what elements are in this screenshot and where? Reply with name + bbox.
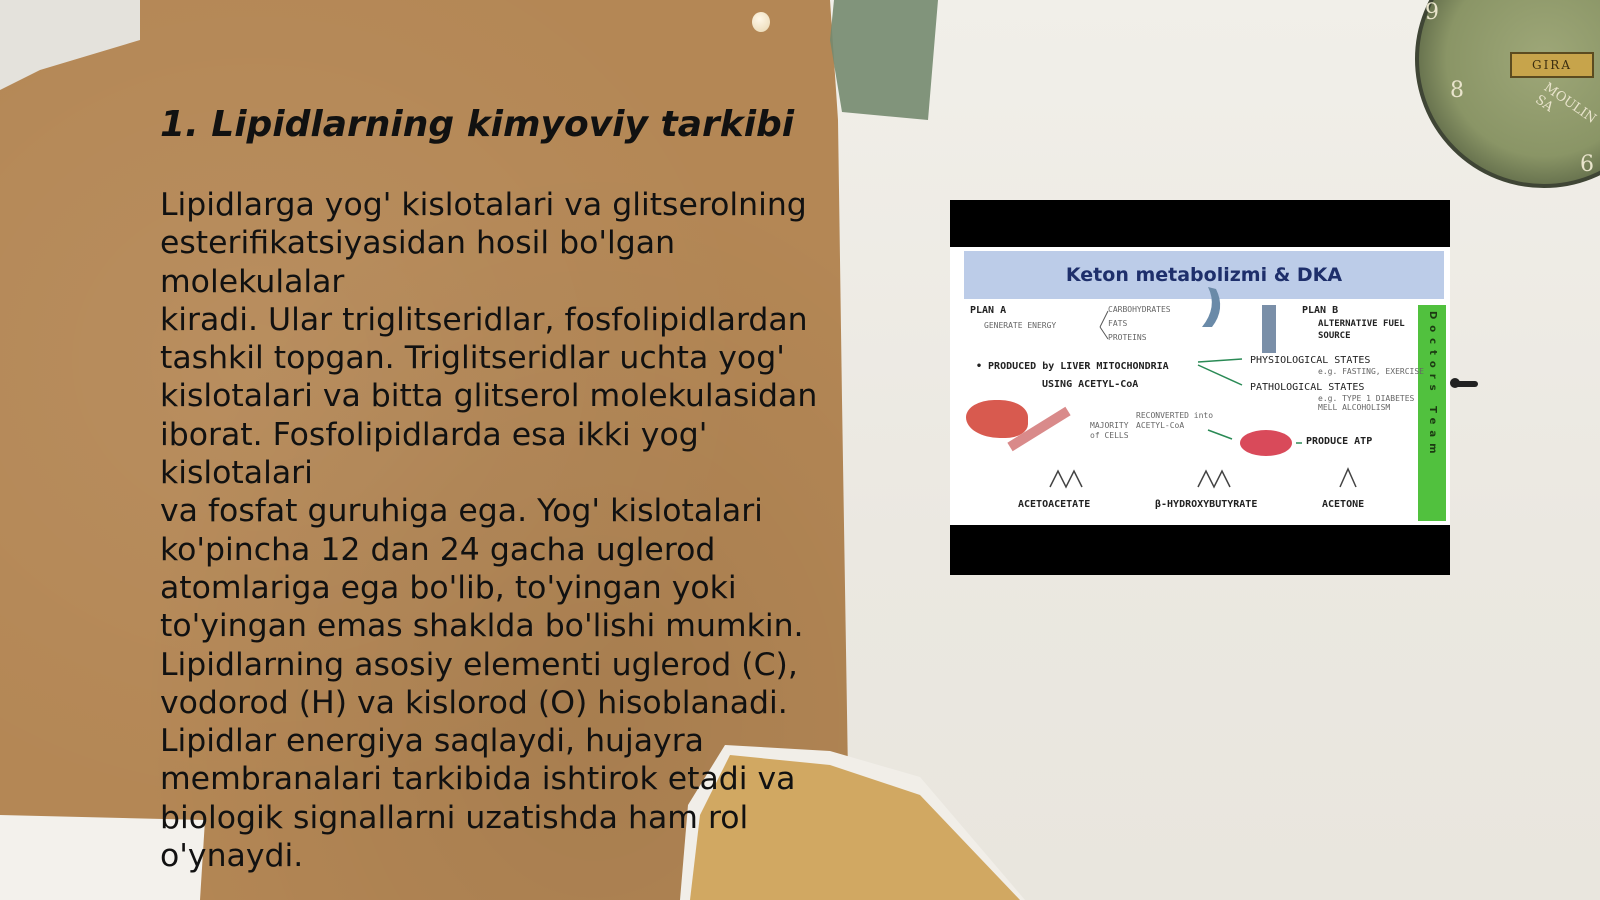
paragraph-line: biologik signallarni uzatishda ham rol xyxy=(160,799,749,836)
generate-energy-label: GENERATE ENERGY xyxy=(984,321,1057,330)
body-paragraph xyxy=(160,186,840,875)
paragraph-line: vodorod (H) va kislorod (O) hisoblanadi. xyxy=(160,684,788,721)
fats-label: FATS xyxy=(1108,319,1128,328)
paragraph-line: va fosfat guruhiga ega. Yog' kislotalari xyxy=(160,493,763,530)
sidebar-text: Doctors Team xyxy=(1427,311,1438,460)
paragraph-line: kislotalari va bitta glitserol molekulasidan xyxy=(160,378,818,415)
clock-number: 8 xyxy=(1450,78,1464,103)
clock-number: 6 xyxy=(1580,152,1594,177)
clock-number: 9 xyxy=(1425,0,1439,25)
majority-label: MAJORITY of CELLS xyxy=(1090,421,1129,440)
alternative-fuel-label: ALTERNATIVE FUEL xyxy=(1318,319,1405,329)
paragraph-line: ko'pincha 12 dan 24 gacha uglerod xyxy=(160,531,716,568)
paragraph-line: Lipidlarning asosiy elementi uglerod (C), xyxy=(160,646,798,683)
paragraph-line: kiradi. Ular triglitseridlar, fosfolipidlardan xyxy=(160,301,808,338)
diagram-arrows xyxy=(950,247,1450,525)
plan-a-label: PLAN A xyxy=(970,305,1007,316)
proteins-label: PROTEINS xyxy=(1108,333,1147,342)
paragraph-line: to'yingan emas shaklda bo'lishi mumkin. xyxy=(160,608,804,645)
clock-subtext: MOULIN SA xyxy=(1532,80,1599,127)
slide-title: 1. Lipidlarning kimyoviy tarkibi xyxy=(160,104,795,145)
physiological-label: PHYSIOLOGICAL STATES xyxy=(1250,355,1371,366)
source-label: SOURCE xyxy=(1318,331,1351,341)
produced-label: • PRODUCED by LIVER MITOCHONDRIA xyxy=(976,361,1169,372)
paragraph-line: Lipidlar energiya saqlaydi, hujayra xyxy=(160,723,704,760)
paragraph-line: iborat. Fosfolipidlarda esa ikki yog' kislotalari xyxy=(160,416,708,492)
clock-brand-label: GIRA xyxy=(1510,52,1594,78)
embedded-video[interactable] xyxy=(950,200,1450,575)
pin-icon xyxy=(752,12,770,32)
pathological-label: PATHOLOGICAL STATES xyxy=(1250,382,1365,393)
video-frame xyxy=(950,247,1450,525)
reconverted-label: RECONVERTED into ACETYL-CoA xyxy=(1136,411,1214,430)
fasting-label: e.g. FASTING, EXERCISE xyxy=(1318,367,1424,376)
diabetes-label: e.g. TYPE 1 DIABETES MELL ALCOHOLISM xyxy=(1318,394,1415,412)
paragraph-line: o'ynaydi. xyxy=(160,838,304,875)
tape-decoration xyxy=(830,0,938,120)
acetoacetate-label: ACETOACETATE xyxy=(1018,499,1091,510)
acetone-label: ACETONE xyxy=(1322,499,1365,510)
plan-b-label: PLAN B xyxy=(1302,305,1339,316)
paragraph-line: Lipidlarga yog' kislotalari va glitserolning xyxy=(160,187,807,223)
carbohydrates-label: CARBOHYDRATES xyxy=(1108,305,1171,314)
ink-dash-decoration xyxy=(1452,381,1478,387)
produce-atp-label: PRODUCE ATP xyxy=(1306,436,1373,447)
hydroxybutyrate-label: β-HYDROXYBUTYRATE xyxy=(1155,499,1258,510)
video-heading: Keton metabolizmi & DKA xyxy=(964,251,1444,299)
paragraph-line: tashkil topgan. Triglitseridlar uchta yog' xyxy=(160,340,785,377)
using-label: USING ACETYL-CoA xyxy=(1042,379,1139,390)
paragraph-line: esterifikatsiyasidan hosil bo'lgan molekulalar xyxy=(160,225,676,300)
paragraph-line: membranalari tarkibida ishtirok etadi va xyxy=(160,761,796,798)
paragraph-line: atomlariga ega bo'lib, to'yingan yoki xyxy=(160,569,737,606)
